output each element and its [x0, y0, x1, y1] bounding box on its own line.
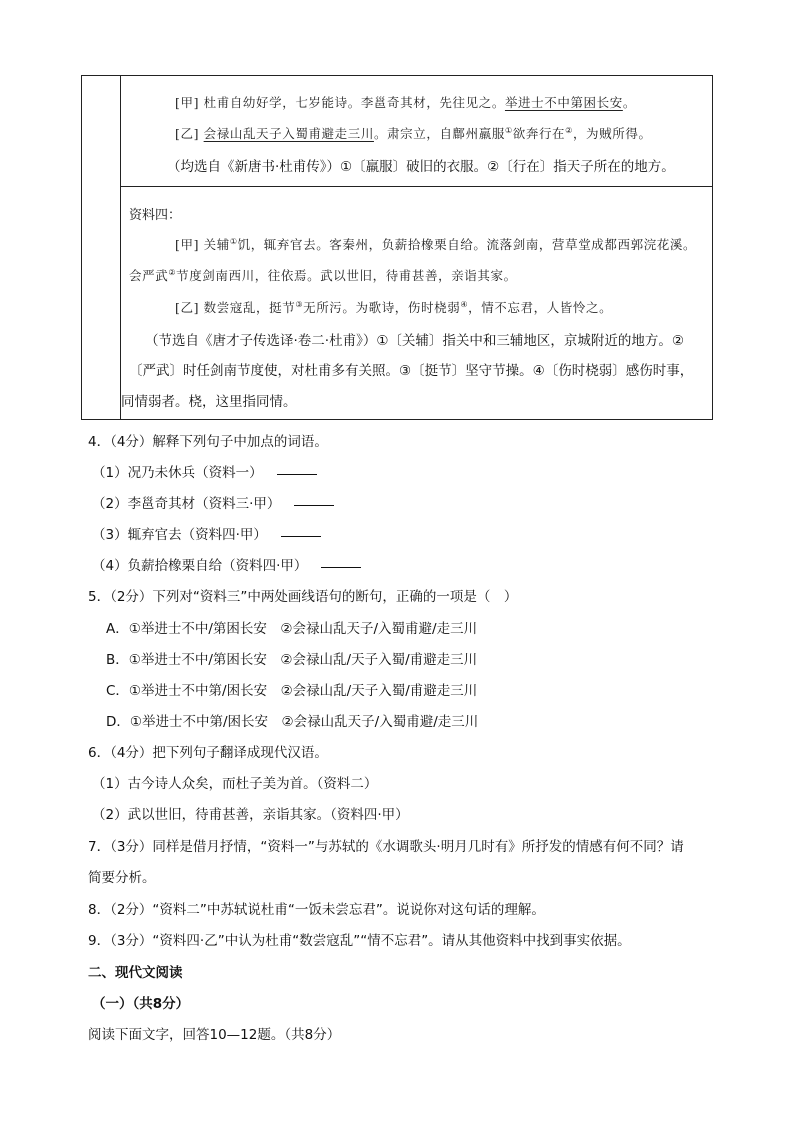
material-3-yi-end: ，为贼所得。 [572, 126, 652, 141]
material-3-yi [175, 124, 652, 142]
question-4-item-4 [92, 554, 361, 574]
material-4-jia-line2 [129, 266, 517, 284]
section-2-subheading: （一）（共8分） [92, 996, 190, 1012]
material-4-jia-2a: 会严武 [129, 268, 169, 283]
material-3-yi-mid: 。肃宗立，自鄜州羸服 [373, 126, 505, 141]
material-4-yi-c: ，情不忘君，人皆怜之。 [468, 300, 613, 315]
material-3-jia-text: [甲] 杜甫自幼好学，七岁能诗。李邕奇其材，先往见之。 [175, 95, 505, 110]
material-3-yi-label: [乙] [175, 126, 204, 141]
material-3-yi-underline: 会禄山乱天子入蜀甫避走三川 [203, 126, 374, 141]
answer-blank[interactable] [321, 567, 361, 568]
footnote-marker: ④ [460, 299, 469, 309]
material-4-cell [121, 187, 712, 419]
question-7-line-1: 7．（3分）同样是借月抒情，“资料一”与苏轼的《水调歌头·明月几时有》所抒发的情感有何不同？请 [88, 839, 684, 855]
material-4-source-line2: 〔严武〕时任剑南节度使，对杜甫多有关照。③〔挺节〕坚守节操。④〔伤时桡弱〕感伤时事， [129, 363, 694, 379]
question-5-option-a[interactable]: A．①举进士不中/第困长安 ②会禄山乱天子/入蜀甫避/走三川 [106, 621, 478, 637]
table-left-column [82, 76, 121, 419]
material-3-yi-mid2: 欲奔行在 [512, 126, 566, 141]
question-4-item-1-text: （1）况乃未休兵（资料一） [92, 465, 263, 481]
material-4-jia-1a: [甲] 关辅 [175, 237, 230, 252]
material-4-jia-line1 [175, 235, 696, 253]
question-7-line-2: 简要分析。 [88, 870, 156, 886]
materials-table [81, 75, 713, 420]
question-4-item-4-text: （4）负薪拾橡栗自给（资料四·甲） [92, 558, 308, 574]
question-8: 8．（2分）“资料二”中苏轼说杜甫“一饭未尝忘君”。说说你对这句话的理解。 [88, 902, 545, 918]
answer-blank[interactable] [277, 474, 317, 475]
question-6-item-1: （1）古今诗人众矣，而杜子美为首。（资料二） [92, 776, 378, 792]
question-6-item-2: （2）武以世旧，待甫甚善，亲诣其家。（资料四·甲） [92, 807, 409, 823]
question-5-stem: 5．（2分）下列对“资料三”中两处画线语句的断句，正确的一项是（ ） [88, 589, 518, 605]
question-4-item-3 [92, 523, 321, 543]
answer-blank[interactable] [281, 536, 321, 537]
material-4-source-line1: （节选自《唐才子传选译·卷二·杜甫》）①〔关辅〕指关中和三辅地区，京城附近的地方。② [145, 333, 685, 349]
footnote-marker: ② [565, 125, 573, 135]
question-9: 9．（3分）“资料四·乙”中认为杜甫“数尝寇乱”“情不忘君”。请从其他资料中找到事实依据。 [88, 933, 631, 949]
material-3-jia [175, 93, 636, 111]
question-5-option-b[interactable]: B．①举进士不中/第困长安 ②会禄山乱/天子入蜀/甫避走三川 [106, 652, 478, 668]
section-2-heading: 二、现代文阅读 [88, 965, 183, 981]
footnote-marker: ③ [295, 299, 304, 309]
question-4-item-2-text: （2）李邕奇其材（资料三·甲） [92, 496, 281, 512]
material-4-yi-b: 无所污。为歌诗，伤时桡弱 [303, 300, 461, 315]
material-3-cell [121, 76, 712, 186]
question-5-option-d[interactable]: D．①举进士不中第/困长安 ②会禄山乱天子/入蜀甫避/走三川 [106, 714, 479, 730]
footnote-marker: ① [504, 125, 513, 135]
section-2-instruction: 阅读下面文字，回答10—12题。（共8分） [88, 1027, 341, 1043]
answer-blank[interactable] [294, 505, 334, 506]
question-4-item-2 [92, 492, 334, 512]
question-6-stem: 6．（4分）把下列句子翻译成现代汉语。 [88, 745, 328, 761]
material-3-jia-underline: 举进士不中第困长安 [504, 95, 623, 110]
material-4-yi [175, 298, 612, 316]
material-3-source: （均选自《新唐书·杜甫传》）①〔羸服〕破旧的衣服。②〔行在〕指天子所在的地方。 [167, 159, 675, 175]
material-4-source-line3: 同情弱者。桡，这里指同情。 [121, 394, 297, 410]
question-4-item-3-text: （3）辄弃官去（资料四·甲） [92, 527, 267, 543]
footnote-marker: ① [229, 236, 238, 246]
question-5-option-c[interactable]: C．①举进士不中第/困长安 ②会禄山乱/天子入蜀/甫避走三川 [106, 683, 478, 699]
material-4-jia-2b: 节度剑南西川，往依焉。武以世旧，待甫甚善，亲诣其家。 [176, 268, 517, 283]
footnote-marker: ② [168, 267, 177, 277]
question-4-stem: 4．（4分）解释下列句子中加点的词语。 [88, 434, 328, 450]
material-4-yi-a: [乙] 数尝寇乱，挺节 [175, 300, 296, 315]
material-4-heading: 资料四： [129, 208, 182, 223]
material-3-jia-end: 。 [622, 95, 636, 110]
question-4-item-1 [92, 461, 317, 481]
material-4-jia-1b: 饥，辄弃官去。客秦州，负薪拾橡栗自给。流落剑南，营草堂成都西郭浣花溪。 [237, 237, 697, 252]
